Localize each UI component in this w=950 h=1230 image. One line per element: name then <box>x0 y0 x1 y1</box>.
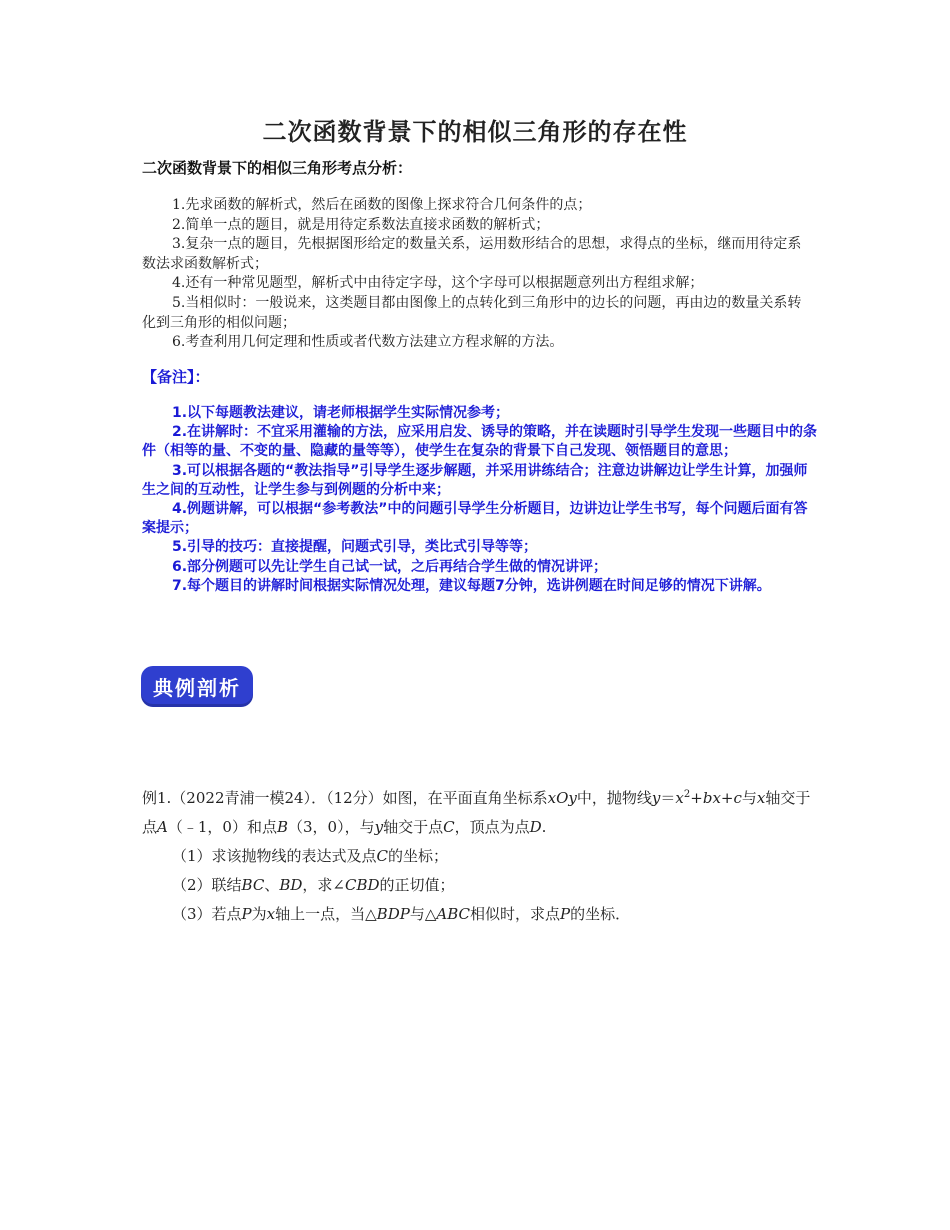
example-problem <box>142 780 814 929</box>
analysis-item: 6.考查利用几何定理和性质或者代数方法建立方程求解的方法。 <box>172 334 564 351</box>
analysis-item: 1.先求函数的解析式，然后在函数的图像上探求符合几何条件的点； <box>172 197 592 213</box>
note-item: 1.以下每题教法建议，请老师根据学生实际情况参考； <box>172 405 510 421</box>
section-badge: 典例剖析 <box>141 666 253 707</box>
question-1: （1）求该抛物线的表达式及点C的坐标； <box>172 847 449 865</box>
note-item: 3.可以根据各题的“教法指导”引导学生逐步解题，并采用讲练结合；注意边讲解边让学生计算，加强师生之间的互动性，让学生参与到例题的分析中来； <box>142 462 808 498</box>
analysis-list <box>142 196 810 353</box>
page-title: 二次函数背景下的相似三角形的存在性 <box>262 118 688 146</box>
analysis-heading: 二次函数背景下的相似三角形考点分析： <box>142 159 413 177</box>
analysis-item: 2.简单一点的题目，就是用待定系数法直接求函数的解析式； <box>172 216 550 233</box>
analysis-item: 4.还有一种常见题型，解析式中由待定字母，这个字母可以根据题意列出方程组求解； <box>172 275 704 292</box>
note-item: 7.每个题目的讲解时间根据实际情况处理，建议每题7分钟，选讲例题在时间足够的情况下讲解。 <box>172 577 771 594</box>
question-3: （3）若点P为x轴上一点，当△BDP与△ABC相似时，求点P的坐标． <box>172 905 631 923</box>
note-item: 4.例题讲解，可以根据“参考教法”中的问题引导学生分析题目，边讲边让学生书写，每个问题后面有答案提示； <box>142 501 808 537</box>
notes-label: 【备注】： <box>142 368 210 386</box>
note-item: 2.在讲解时：不宜采用灌输的方法，应采用启发、诱导的策略，并在读题时引导学生发现一些题目中的条件（相等的量、不变的量、隐藏的量等等），使学生在复杂的背景下自己发现、领悟题目的意思； <box>142 424 818 460</box>
example-statement: 例1.（2022青浦一模24）．（12分）如图，在平面直角坐标系xOy中，抛物线$y=x^2+bx+c$与x轴交于点A（﹣1，0）和点B（3，0），与y轴交于点C，顶点为点D. <box>142 789 811 836</box>
note-item: 6.部分例题可以先让学生自己试一试，之后再结合学生做的情况讲评； <box>172 558 608 575</box>
analysis-item: 3.复杂一点的题目，先根据图形给定的数量关系，运用数形结合的思想，求得点的坐标，继而用待定系数法求函数解析式； <box>142 236 802 272</box>
analysis-item: 5.当相似时：一般说来，这类题目都由图像上的点转化到三角形中的边长的问题，再由边的数量关系转化到三角形的相似问题； <box>142 294 802 331</box>
note-item: 5.引导的技巧：直接提醒，问题式引导，类比式引导等等； <box>172 539 538 556</box>
notes-list <box>142 404 818 596</box>
question-2: （2）联结BC、BD，求∠CBD的正切值； <box>172 876 455 894</box>
